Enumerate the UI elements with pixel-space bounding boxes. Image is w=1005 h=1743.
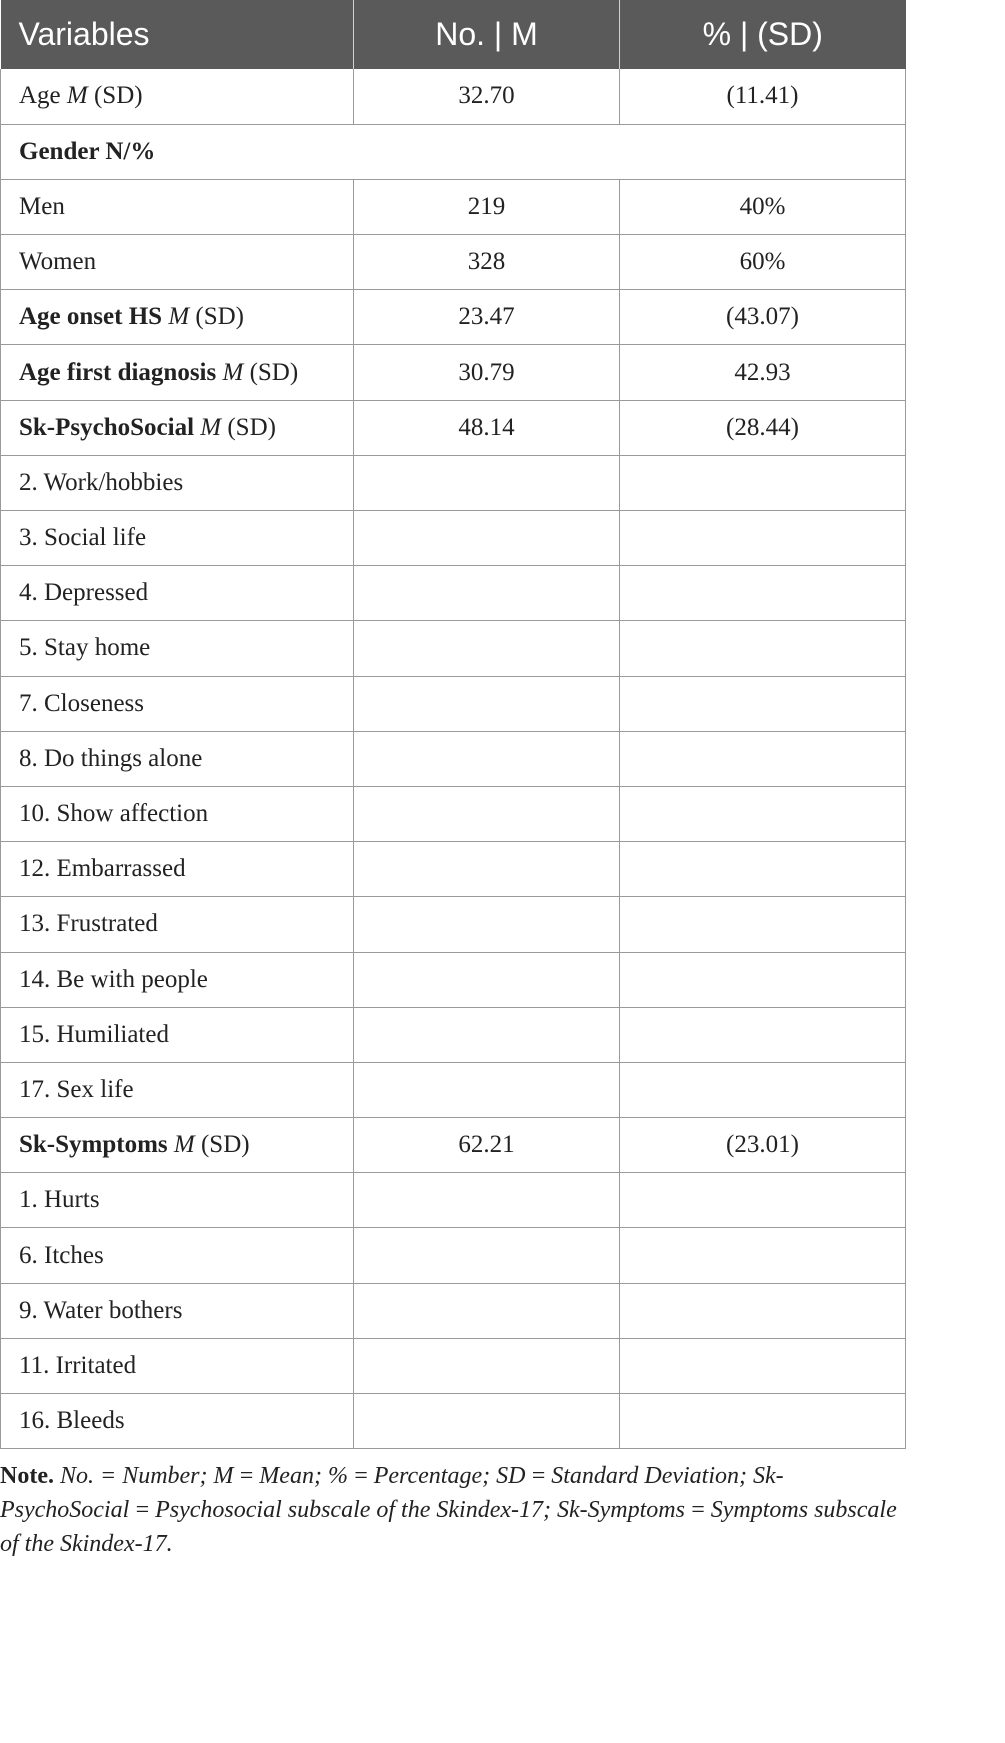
number-mean-cell xyxy=(354,511,620,566)
table-row xyxy=(1,566,906,621)
variable-label: 11. Irritated xyxy=(19,1351,137,1379)
table-row xyxy=(1,179,906,234)
number-mean-cell: 62.21 xyxy=(354,1118,620,1173)
table-row xyxy=(1,1007,906,1062)
variable-label: 14. Be with people xyxy=(19,965,208,993)
variable-label: 10. Show affection xyxy=(19,800,209,828)
variable-stat-symbol: M xyxy=(222,358,244,386)
table-row xyxy=(1,455,906,510)
table-row xyxy=(1,511,906,566)
variable-cell xyxy=(1,1173,354,1228)
number-mean-cell xyxy=(354,842,620,897)
percent-sd-cell: 40% xyxy=(620,179,906,234)
variable-cell xyxy=(1,1062,354,1117)
number-mean-cell xyxy=(354,786,620,841)
number-mean-cell: 48.14 xyxy=(354,400,620,455)
table-row xyxy=(1,621,906,676)
variable-cell xyxy=(1,69,354,124)
note-label: Note. xyxy=(0,1463,54,1490)
variable-cell xyxy=(1,842,354,897)
variable-label: 3. Social life xyxy=(19,524,147,552)
variable-stat-suffix: (SD) xyxy=(195,303,244,331)
variable-label: Age xyxy=(19,82,61,110)
variable-label: 2. Work/hobbies xyxy=(19,468,184,496)
table-row xyxy=(1,400,906,455)
percent-sd-cell: 60% xyxy=(620,235,906,290)
table-row xyxy=(1,786,906,841)
variable-stat-symbol: M xyxy=(173,1131,195,1159)
variable-label: Gender N/% xyxy=(19,137,156,165)
number-mean-cell: 30.79 xyxy=(354,345,620,400)
percent-sd-cell xyxy=(620,1062,906,1117)
variable-cell xyxy=(1,731,354,786)
variable-label: 1. Hurts xyxy=(19,1186,100,1214)
percent-sd-cell xyxy=(620,621,906,676)
variable-cell xyxy=(1,566,354,621)
variable-cell xyxy=(1,897,354,952)
table-row xyxy=(1,1173,906,1228)
header-variables: Variables xyxy=(1,0,354,69)
number-mean-cell: 219 xyxy=(354,179,620,234)
number-mean-cell xyxy=(354,1394,620,1449)
table-row xyxy=(1,1118,906,1173)
variable-label: 9. Water bothers xyxy=(19,1296,183,1324)
percent-sd-cell xyxy=(620,731,906,786)
table-row xyxy=(1,897,906,952)
table-row xyxy=(1,235,906,290)
variable-label: 6. Itches xyxy=(19,1241,104,1269)
variable-label: 13. Frustrated xyxy=(19,910,158,938)
variable-label: Age first diagnosis xyxy=(19,358,217,386)
table-row xyxy=(1,1283,906,1338)
variable-cell xyxy=(1,455,354,510)
table-row xyxy=(1,1228,906,1283)
variable-cell xyxy=(1,400,354,455)
table-row xyxy=(1,1062,906,1117)
percent-sd-cell xyxy=(620,1007,906,1062)
percent-sd-cell xyxy=(620,952,906,1007)
number-mean-cell xyxy=(354,952,620,1007)
number-mean-cell xyxy=(354,1173,620,1228)
table-row xyxy=(1,1338,906,1393)
table-header-row xyxy=(1,0,906,69)
variable-cell xyxy=(1,345,354,400)
number-mean-cell xyxy=(354,1062,620,1117)
variable-stat-suffix: (SD) xyxy=(249,358,299,386)
percent-sd-cell xyxy=(620,842,906,897)
variable-cell xyxy=(1,290,354,345)
percent-sd-cell xyxy=(620,566,906,621)
percent-sd-cell: (11.41) xyxy=(620,69,906,124)
number-mean-cell xyxy=(354,1338,620,1393)
variable-cell xyxy=(1,1118,354,1173)
number-mean-cell xyxy=(354,1283,620,1338)
variable-stat-suffix: (SD) xyxy=(227,413,276,441)
variable-cell xyxy=(1,676,354,731)
variable-label: 4. Depressed xyxy=(19,579,149,607)
variable-label: 17. Sex life xyxy=(19,1075,134,1103)
percent-sd-cell xyxy=(620,1394,906,1449)
header-number-mean: No. | M xyxy=(354,0,620,69)
variable-label: Age onset HS xyxy=(19,303,163,331)
table-row xyxy=(1,676,906,731)
variable-cell xyxy=(1,235,354,290)
variable-label: Women xyxy=(19,248,97,276)
variable-label: 12. Embarrassed xyxy=(19,855,186,883)
table-row xyxy=(1,842,906,897)
percent-sd-cell: 42.93 xyxy=(620,345,906,400)
variable-label: Sk-PsychoSocial xyxy=(19,413,195,441)
note-text: No. = Number; M = Mean; % = Percentage; SD = Standard Deviation; Sk-PsychoSocial = Psychosocial subscale of the Skindex-17; Sk-Symptoms = Symptoms subscale of the Skindex-17. xyxy=(0,1463,897,1558)
percent-sd-cell xyxy=(620,676,906,731)
table-row xyxy=(1,345,906,400)
variable-label: 7. Closeness xyxy=(19,689,144,717)
variable-cell xyxy=(1,1338,354,1393)
table-row xyxy=(1,952,906,1007)
percent-sd-cell xyxy=(620,1173,906,1228)
variable-label: Sk-Symptoms xyxy=(19,1131,168,1159)
variable-label: Men xyxy=(19,192,65,220)
percent-sd-cell xyxy=(620,1283,906,1338)
number-mean-cell: 328 xyxy=(354,235,620,290)
number-mean-cell xyxy=(354,566,620,621)
variable-label: 16. Bleeds xyxy=(19,1407,125,1435)
number-mean-cell xyxy=(354,455,620,510)
variable-stat-suffix: (SD) xyxy=(200,1131,250,1159)
variable-cell xyxy=(1,179,354,234)
table-note xyxy=(0,1459,905,1561)
percent-sd-cell xyxy=(620,1338,906,1393)
percent-sd-cell xyxy=(620,786,906,841)
percent-sd-cell: (23.01) xyxy=(620,1118,906,1173)
variable-stat-symbol: M xyxy=(200,413,222,441)
variable-cell xyxy=(1,1394,354,1449)
table-body xyxy=(1,69,906,1449)
table-row xyxy=(1,124,906,179)
table-row xyxy=(1,290,906,345)
variable-stat-symbol: M xyxy=(168,303,190,331)
number-mean-cell: 23.47 xyxy=(354,290,620,345)
number-mean-cell xyxy=(354,1228,620,1283)
variable-label: 5. Stay home xyxy=(19,634,151,662)
number-mean-cell xyxy=(354,676,620,731)
table-row xyxy=(1,69,906,124)
percent-sd-cell xyxy=(620,897,906,952)
variable-label: 15. Humiliated xyxy=(19,1020,169,1048)
variable-label: 8. Do things alone xyxy=(19,744,203,772)
variable-cell xyxy=(1,952,354,1007)
table-row xyxy=(1,1394,906,1449)
percent-sd-cell xyxy=(620,1228,906,1283)
variable-cell xyxy=(1,124,906,179)
variable-cell xyxy=(1,621,354,676)
percent-sd-cell xyxy=(620,455,906,510)
percent-sd-cell: (43.07) xyxy=(620,290,906,345)
variable-cell xyxy=(1,1007,354,1062)
variable-cell xyxy=(1,1283,354,1338)
variable-cell xyxy=(1,786,354,841)
header-percent-sd: % | (SD) xyxy=(620,0,906,69)
number-mean-cell xyxy=(354,1007,620,1062)
variable-stat-symbol: M xyxy=(66,82,88,110)
percent-sd-cell xyxy=(620,511,906,566)
number-mean-cell xyxy=(354,897,620,952)
percent-sd-cell: (28.44) xyxy=(620,400,906,455)
number-mean-cell xyxy=(354,621,620,676)
variable-cell xyxy=(1,1228,354,1283)
table-row xyxy=(1,731,906,786)
variable-cell xyxy=(1,511,354,566)
variable-stat-suffix: (SD) xyxy=(93,82,143,110)
number-mean-cell xyxy=(354,731,620,786)
number-mean-cell: 32.70 xyxy=(354,69,620,124)
